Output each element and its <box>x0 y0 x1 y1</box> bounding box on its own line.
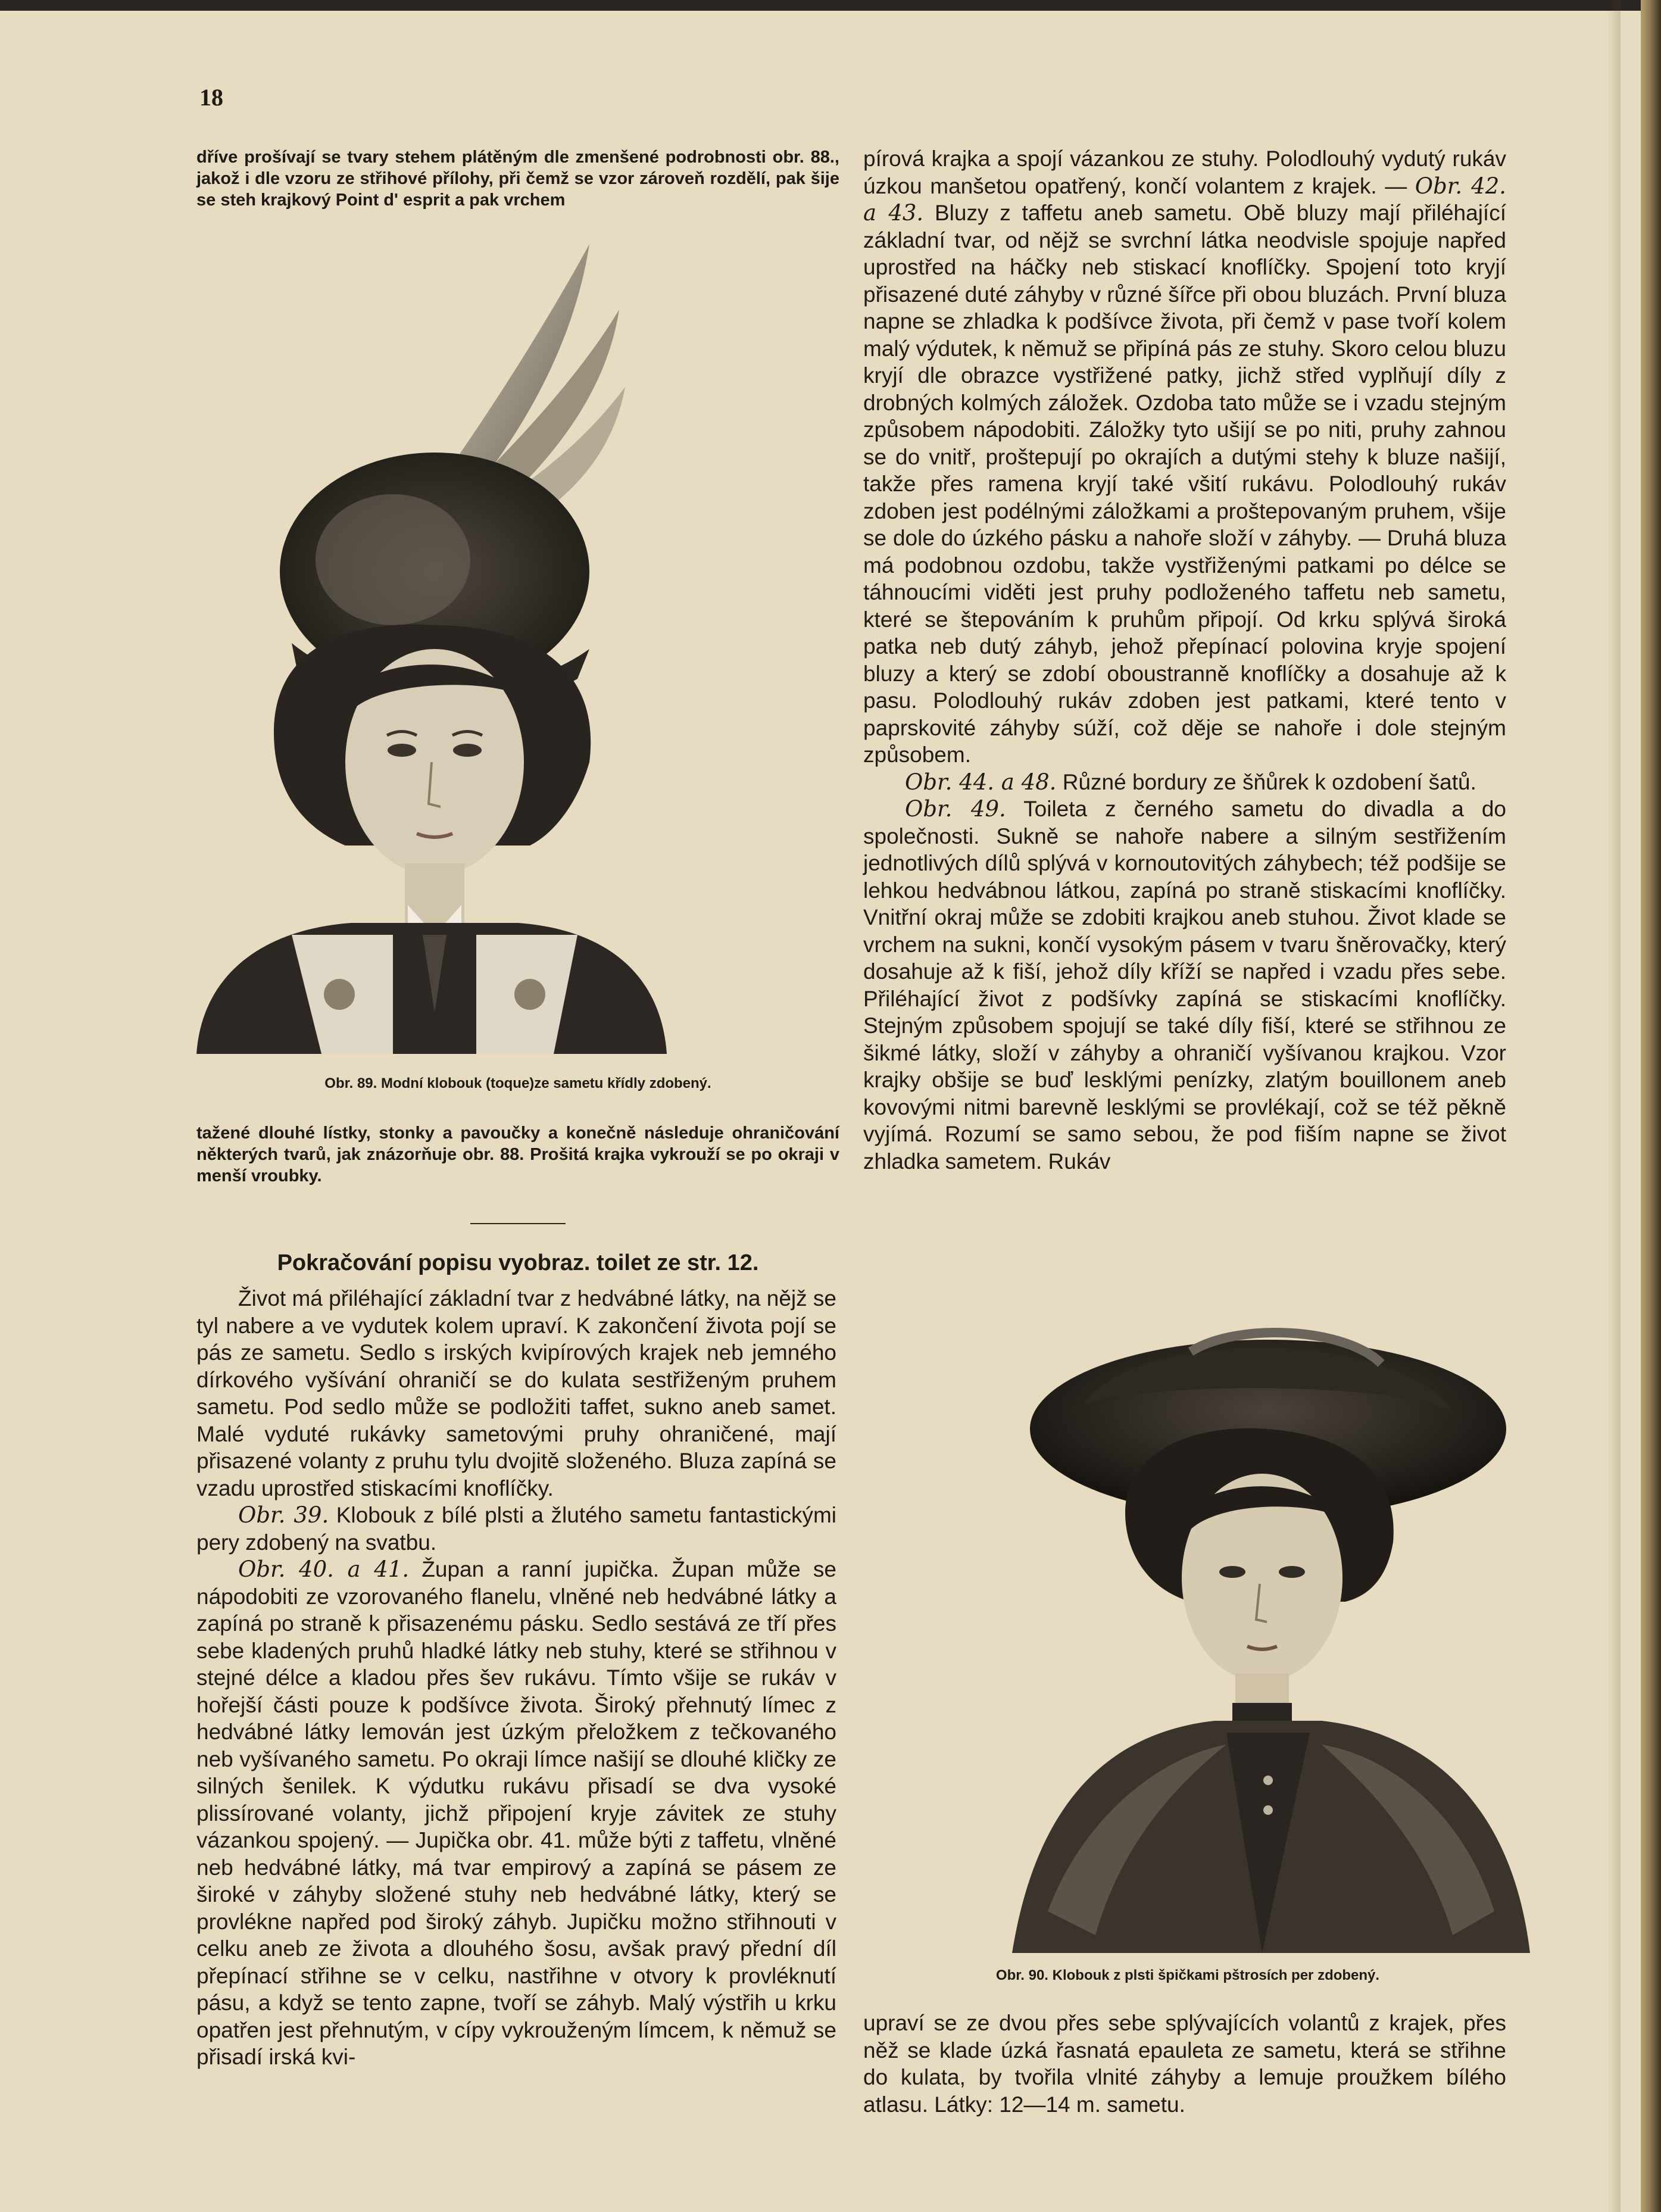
right-paragraph-1b-text: Bluzy z taffetu aneb sametu. Obě bluzy mají přiléhající základní tvar, od nějž se svrchní látka neodvisle spojuje napřed uprostřed na háčky neb stiskací knoflíčky. Spojení toto kryjí přisazené duté záhyby v různé šířce při obou bluzách. První bluza napne se zhladka k podšívce života, při čemž v pase tvoří kolem malý výdutek, k němuž se připíná pás ze stuhy. Skoro celou bluzu kryjí dle obrazce vystřižené patky, jichž střed vyplňují díly z drobných kolmých záložek. Ozdoba tato může se i vzadu stejným způsobem nápodobiti. Záložky tyto ušijí se po niti, pruhy zahnou se do vnitř, proštepují po okrajích a dutými stehy k bluze našijí, takže přes ramena kryjí také všití rukávu. Polodlouhý rukáv zdoben jest podélnými záložkami a proštepovaným pruhem, všije se dole do úzkého pásku a nahoře složí v záhyby. — Druhá bluza má podobnou ozdobu, takže vystřiženými patkami po délce se táhnoucími viděti jest pruhy podloženého taffetu neb sametu, které se štepováním k pruhům připojí. Od krku splývá široká patka neb dutý záhyb, jehož přepínací polovina kryje spojení bluzy a který se zdobí oboustranně knoflíčky a dosahuje až k pasu. Polodlouhý rukáv zdoben jest patkami, které tento v paprskovité záhyby súží, což děje se nahoře i dole stejným způsobem. <box>863 201 1506 767</box>
continuation-paragraph: tažené dlouhé lístky, stonky a pavoučky a konečně následuje ohraničování některých tvarů, jak znázorňuje obr. 88. Prošitá krajka vykrouží se po okraji v menší vroubky. <box>196 1124 839 1185</box>
right-paragraph-4: upraví se ze dvou přes sebe splývajících volantů z krajek, přes něž se klade úzká řasnatá epauleta ze sametu, která se střihne do kulata, by tvořila vlnité záhyby a lemuje proužkem bílého atlasu. Látky: 12—14 m. sametu. <box>863 2011 1506 2117</box>
figure-reference: Obr. 44. a 48. <box>905 769 1057 795</box>
figure-89-caption: Obr. 89. Modní klobouk (toque)ze sametu křídly zdobený. <box>324 1075 711 1091</box>
right-paragraph-3 <box>863 795 1506 1175</box>
right-paragraph-2-text: Různé bordury ze šňůrek k ozdobení šatů. <box>1062 769 1476 794</box>
figure-90-caption: Obr. 90. Klobouk z plsti špičkami pštrosích per zdobený. <box>995 1967 1380 1983</box>
scan-top-edge <box>0 0 1661 11</box>
section-divider <box>470 1223 566 1224</box>
right-paragraph-1-text: pírová krajka a spojí vázankou ze stuhy. Polodlouhý vydutý rukáv úzkou manšetou opatřený, končí volantem z krajek. — <box>863 146 1506 198</box>
right-paragraph-1 <box>863 145 1506 769</box>
left-paragraph-3-text: Župan a ranní jupička. Župan může se nápodobiti ze vzorovaného flanelu, vlněné neb hedvábné látky a zapíná po straně k přisazenému pásku. Sedlo sestává ze tří přes sebe kladených pruhů hladké látky neb stuhy, které se střihnou v stejné délce a kladou přes šev rukávu. Tímto všije se rukáv v hořejší části pouze k podšívce života. Široký přehnutý límec z hedvábné látky lemován jest úzkým přeložkem z tečkovaného neb vyšívaného sametu. Po okraji límce našijí se dlouhé kličky ze silných šenilek. K výdutku rukávu přisadí se dva vysoké plissírované volanty, jichž připojení kryje závitek ze stuhy vázankou spojený. — Jupička obr. 41. může býti z taffetu, vlněné neb hedvábné látky, má tvar empirový a zapíná se pásem ze široké v záhyby složené stuhy neb hedvábné látky, který se provlékne napřed pod široký záhyb. Jupičku možno střihnouti v celku aneb ze života a dlouhého šosu, avšak pravý přední díl přepínací střihne se v celku, nastřihne v otvory k provléknutí pásu, a když se tento zapne, tvoří se záhyb. Malý výstřih u krku opatřen jest přehnutým, v cípy vykrouženým límcem, k němuž se přisadí irská kvi- <box>196 1557 837 2069</box>
right-paragraph-2 <box>863 769 1506 796</box>
section-heading: Pokračování popisu vyobraz. toilet ze str. 12. <box>277 1250 759 1275</box>
right-column-bottom-text <box>863 2010 1506 2118</box>
figure-reference: Obr. 39. <box>238 1502 329 1528</box>
figure-reference: Obr. 49. <box>905 796 1006 822</box>
scan-right-edge <box>1641 0 1661 2212</box>
page-number: 18 <box>199 84 223 111</box>
left-paragraph-2-text: Klobouk z bílé plsti a žlutého sametu fantastickými pery zdobený na svatbu. <box>196 1503 836 1555</box>
left-paragraph-2 <box>196 1502 836 1556</box>
intro-paragraph: dříve prošívají se tvary stehem plátěným dle zmenšené podrobnosti obr. 88., jakož i dle vzoru ze střihové přílohy, při čemž se vzor zároveň rozdělí, pak šije se steh krajkový Point d' esprit a pak vrchem <box>196 148 839 210</box>
figure-reference: Obr. 40. a 41. <box>238 1556 410 1582</box>
figure-89-illustration <box>196 238 667 1054</box>
figure-reference: Obr. 42. a 43. <box>863 173 1507 226</box>
page-fold-shadow <box>1607 0 1621 2212</box>
left-paragraph-3 <box>196 1556 836 2071</box>
left-column-text <box>196 1285 836 2071</box>
left-paragraph-1: Život má přiléhající základní tvar z hedvábné látky, na nějž se tyl nabere a ve vydutek kolem upraví. K zakončení života pojí se pás ze sametu. Sedlo s irských kvipírových krajek neb jemného dírkového vyšívání ohraničí se do kulata sestřiženým pruhem sametu. Pod sedlo může se podložiti taffet, sukno aneb samet. Malé vyduté rukávky sametovými pruhy ohraničené, mají přisazené volanty z pruhu tylu dvojitě složeného. Bluza zapíná se vzadu uprostřed stiskacími knoflíčky. <box>196 1286 836 1500</box>
right-column-text <box>863 145 1506 1175</box>
right-paragraph-3-text: Toileta z černého sametu do divadla a do společnosti. Sukně se nahoře nabere a silným sestřižením jednotlivých dílů splývá v kornoutovitých záhybech; též podšije se lehkou hedvábnou látkou, zapíná po straně stiskacími knoflíčky. Vnitřní okraj může se zdobiti krajkou aneb stuhou. Život klade se vrchem na sukni, končí vysokým pásem v tvaru šněrovačky, který dosahuje až k fiší, jehož díly kříží se napřed i vzadu přes sebe. Přiléhající život z podšívky zapíná se stiskacími knoflíčky. Stejným způsobem spojují se také díly fiší, které se střihnou ze šikmé látky, složí v záhyby a ohraničí vyšívanou krajkou. Vzor krajky obšije se buď lesklými penízky, zlatým bouillonem aneb kovovými nitmi barevně lesklými se provlékají, což se též pěkně vyjímá. Rozumí se samo sebou, že pod fiším napne se život zhladka sametem. Rukáv <box>863 797 1506 1174</box>
figure-90-illustration <box>1012 1316 1530 1953</box>
